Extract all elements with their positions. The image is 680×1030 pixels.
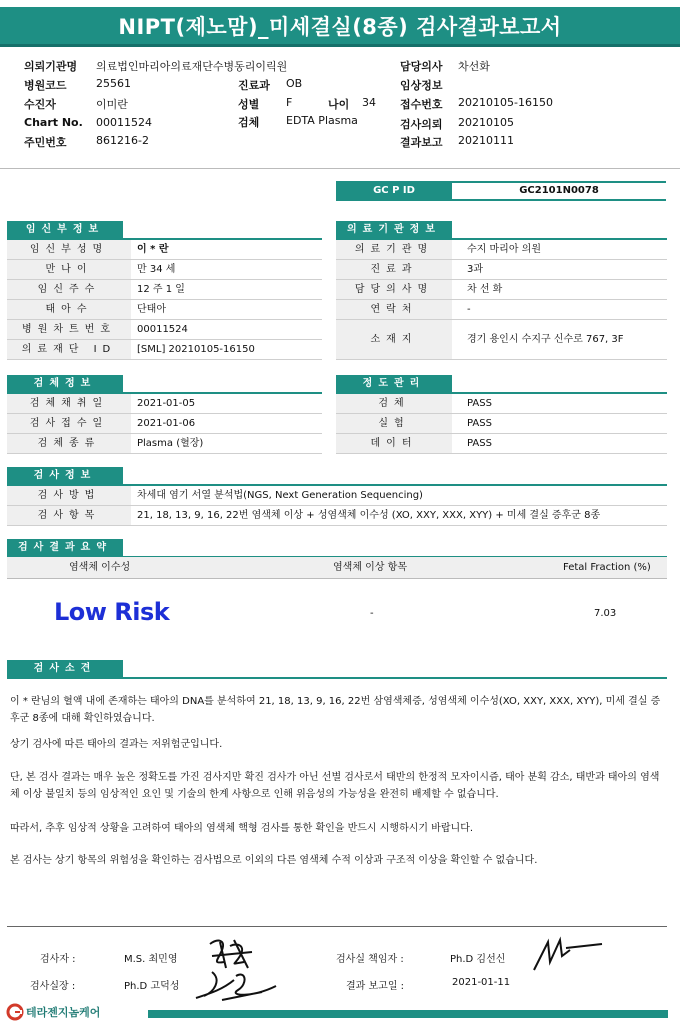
collector-value: 이미란 <box>96 98 128 111</box>
row-value: 수지 마리아 의원 <box>467 244 541 255</box>
institution-row <box>336 240 667 260</box>
specimen-row <box>7 394 322 414</box>
row-label: 만나이 <box>7 260 131 279</box>
summary-col-fetal-fraction: Fetal Fraction (%) <box>563 562 651 573</box>
sex-value: F <box>286 96 293 109</box>
summary-section-title: 검사결과요약 <box>7 539 123 557</box>
receipt-value: 20210105-16150 <box>458 96 553 109</box>
gcp-id-value: GC2101N0078 <box>452 181 666 201</box>
row-value: PASS <box>467 398 492 409</box>
findings-paragraph-1: 이 * 란님의 혈액 내에 존재하는 태아의 DNA를 분석하여 21, 18, 13, 9, 16, 22번 삼염색체증, 성염색체 이수성(XO, XXY, XXX, XYY), 미세 결실 증후군 8종에 대해 확인하였습니다. <box>10 696 661 724</box>
sex-label: 성별 <box>238 98 260 111</box>
test-row <box>7 486 667 506</box>
report-date-label: 결과 보고일 : <box>346 981 405 992</box>
row-value: 이 * 란 <box>137 244 169 255</box>
report-label: 결과보고 <box>400 136 443 149</box>
row-label: 의료재단 ID <box>7 340 131 359</box>
row-value: 차 선 화 <box>467 284 503 295</box>
tester-value: M.S. 최민영 <box>124 954 178 965</box>
abnormal-value: - <box>370 608 374 619</box>
company-name: 테라젠지놈케어 <box>26 1006 101 1019</box>
row-value: - <box>467 304 471 315</box>
summary-col-abnormal: 염색체 이상 항목 <box>333 562 407 573</box>
low-risk-result: Low Risk <box>54 598 170 626</box>
findings-paragraph-2: 상기 검사에 따른 태아의 결과는 저위험군입니다. <box>10 739 223 750</box>
responsible-label: 검사실 책임자 : <box>336 954 404 965</box>
row-value: 경기 용인시 수지구 신수로 767, 3F <box>467 334 624 345</box>
id-value: 861216-2 <box>96 134 149 147</box>
test-section-title: 검사정보 <box>7 467 123 485</box>
director-signature <box>192 966 282 1004</box>
row-value: 12 주 1 일 <box>137 284 185 295</box>
summary-col-aneuploidy: 염색체 이수성 <box>69 562 131 573</box>
row-value: 2021-01-06 <box>137 418 196 429</box>
row-label: 임신주수 <box>7 280 131 299</box>
pregnant-row <box>7 320 322 340</box>
doctor-value: 차선화 <box>458 60 490 73</box>
row-label: 연락처 <box>336 300 452 319</box>
report-date-value: 2021-01-11 <box>452 977 511 988</box>
institution-section-title: 의료기관정보 <box>336 221 452 239</box>
institution-row <box>336 300 667 320</box>
hospital-code-label: 병원코드 <box>24 79 67 92</box>
qc-row <box>336 394 667 414</box>
responsible-value: Ph.D 김선신 <box>450 954 506 965</box>
doctor-label: 담당의사 <box>400 60 443 73</box>
row-label: 데이터 <box>336 434 452 453</box>
pregnant-row <box>7 280 322 300</box>
pregnant-row <box>7 240 322 260</box>
hospital-code-value: 25561 <box>96 77 131 90</box>
pregnant-section-title: 임신부정보 <box>7 221 123 239</box>
specimen-section-title: 검체정보 <box>7 375 123 393</box>
row-label: 의료기관명 <box>336 240 452 259</box>
row-value: 00011524 <box>137 324 188 335</box>
row-value: 차세대 염기 서열 분석법(NGS, Next Generation Sequencing) <box>137 490 423 501</box>
row-label: 담당의사명 <box>336 280 452 299</box>
department-label: 진료과 <box>238 79 270 92</box>
findings-section-line <box>7 677 667 679</box>
row-label: 검사항목 <box>7 506 131 525</box>
institution-row <box>336 260 667 280</box>
age-value: 34 <box>362 96 376 109</box>
id-label: 주민번호 <box>24 136 67 149</box>
specimen-value: EDTA Plasma <box>286 114 358 127</box>
row-value: [SML] 20210105-16150 <box>137 344 255 355</box>
row-label: 검사방법 <box>7 486 131 505</box>
row-label: 검체 <box>336 394 452 413</box>
collector-label: 수진자 <box>24 98 56 111</box>
specimen-row <box>7 434 322 454</box>
row-label: 검체채취일 <box>7 394 131 413</box>
report-title-bar <box>0 7 680 47</box>
row-value: 만 34 세 <box>137 264 176 275</box>
department-value: OB <box>286 77 303 90</box>
qc-section-title: 정도관리 <box>336 375 452 393</box>
request-label: 검사의뢰 <box>400 118 443 131</box>
findings-paragraph-4: 따라서, 추후 임상적 상황을 고려하여 태아의 염색체 핵형 검사를 통한 확인을 반드시 시행하시기 바랍니다. <box>10 823 474 834</box>
row-value: 21, 18, 13, 9, 16, 22번 염색체 이상 + 성염색체 이수성 (XO, XXY, XXX, XYY) + 미세 결실 증후군 8종 <box>137 510 601 521</box>
tester-label: 검사자 : <box>40 954 76 965</box>
pregnant-row <box>7 300 322 320</box>
gcp-id-label: GC P ID <box>336 181 452 201</box>
row-label: 진료과 <box>336 260 452 279</box>
age-label: 나이 <box>328 98 350 111</box>
report-title: NIPT(제노맘)_미세결실(8종) 검사결과보고서 <box>118 15 562 39</box>
institution-value: 의료법인마리아의료재단수병동리이릭원 <box>96 60 288 73</box>
institution-row <box>336 320 667 360</box>
institution-row <box>336 280 667 300</box>
row-value: 3과 <box>467 264 484 275</box>
institution-label: 의뢰기관명 <box>24 60 78 73</box>
pregnant-row <box>7 260 322 280</box>
chart-label: Chart No. <box>24 116 83 129</box>
request-value: 20210105 <box>458 116 514 129</box>
row-label: 소재지 <box>336 320 452 359</box>
findings-paragraph-5: 본 검사는 상기 항목의 위험성을 확인하는 검사법으로 이외의 다른 염색체 수적 이상과 구조적 이상을 확인할 수 없습니다. <box>10 855 538 866</box>
receipt-label: 접수번호 <box>400 98 443 111</box>
report-value: 20210111 <box>458 134 514 147</box>
row-label: 병원차트번호 <box>7 320 131 339</box>
footer-bar <box>148 1010 668 1018</box>
findings-paragraph-3: 단, 본 검사 결과는 매우 높은 정확도를 가진 검사지만 확진 검사가 아닌 선별 검사로서 태반의 한정적 모자이시즘, 태아 분획 감소, 태반과 태아의 염색체 이상 불일치 등의 임상적인 요인 및 기술의 한계 사항으로 인해 위음성의 가능성을 완전히 배제할 수 없습니다. <box>10 772 660 800</box>
row-label: 검사접수일 <box>7 414 131 433</box>
pregnant-row <box>7 340 322 360</box>
row-label: 태아수 <box>7 300 131 319</box>
specimen-label: 검체 <box>238 116 260 129</box>
company-logo-icon <box>6 1003 24 1021</box>
qc-row <box>336 414 667 434</box>
signature-divider <box>7 926 667 927</box>
row-value: 단태아 <box>137 304 166 315</box>
row-label: 검체종류 <box>7 434 131 453</box>
director-value: Ph.D 고덕성 <box>124 981 180 992</box>
row-label: 임신부성명 <box>7 240 131 259</box>
fetal-fraction-value: 7.03 <box>594 608 617 619</box>
test-row <box>7 506 667 526</box>
clinical-label: 임상정보 <box>400 79 443 92</box>
header-divider <box>0 168 680 169</box>
chart-value: 00011524 <box>96 116 152 129</box>
summary-header <box>7 557 667 579</box>
row-value: Plasma (혈장) <box>137 438 204 449</box>
row-value: PASS <box>467 438 492 449</box>
findings-section-title: 검사소견 <box>7 660 123 678</box>
responsible-signature <box>530 932 604 974</box>
qc-row <box>336 434 667 454</box>
row-value: PASS <box>467 418 492 429</box>
specimen-row <box>7 414 322 434</box>
row-value: 2021-01-05 <box>137 398 196 409</box>
director-label: 검사실장 : <box>30 981 76 992</box>
row-label: 실험 <box>336 414 452 433</box>
